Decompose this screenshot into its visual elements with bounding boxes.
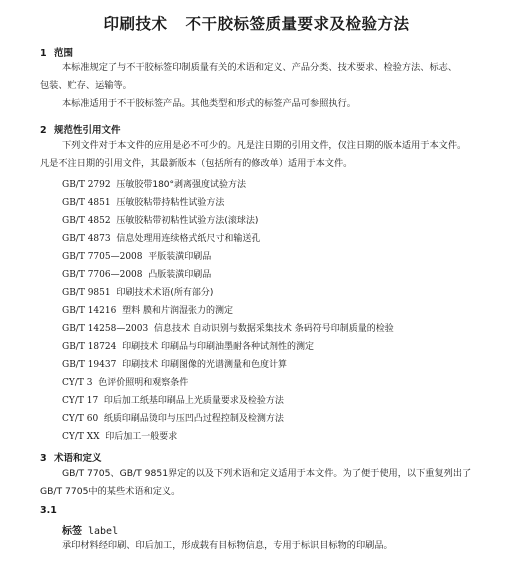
section-2-para-1a: 下列文件对于本文件的应用是必不可少的。凡是注日期的引用文件，仅注日期的版本适用于本文件。 bbox=[62, 140, 467, 151]
section-2-heading: 2 规范性引用文件 bbox=[40, 125, 121, 136]
reference-item: CY/T 60 纸质印刷品烫印与压凹凸过程控制及检测方法 bbox=[62, 414, 284, 424]
reference-item: GB/T 4852 压敏胶粘带初粘性试验方法(滚球法) bbox=[62, 216, 259, 226]
title-left: 印刷技术 bbox=[103, 15, 168, 33]
reference-item: CY/T XX 印后加工一般要求 bbox=[62, 432, 178, 442]
section-3-para-1b: GB/T 7705中的某些术语和定义。 bbox=[40, 486, 181, 497]
section-2-para-1b: 凡是不注日期的引用文件，其最新版本（包括所有的修改单）适用于本文件。 bbox=[40, 158, 353, 169]
reference-item: GB/T 4851 压敏胶粘带持粘性试验方法 bbox=[62, 198, 225, 208]
reference-item: CY/T 17 印后加工纸基印刷品上光质量要求及检验方法 bbox=[62, 396, 284, 406]
reference-item: GB/T 7705—2008 平版装潢印刷品 bbox=[62, 252, 212, 262]
reference-item: GB/T 18724 印刷技术 印刷品与印刷油墨耐各种试剂性的测定 bbox=[62, 342, 314, 352]
reference-item: GB/T 9851 印刷技术术语(所有部分) bbox=[62, 288, 214, 298]
term-definition: 承印材料经印刷、印后加工，形成载有目标物信息，专用于标识目标物的印刷品。 bbox=[62, 540, 393, 551]
subsection-3-1-number: 3.1 bbox=[40, 505, 57, 516]
section-1-para-1a: 本标准规定了与不干胶标签印制质量有关的术语和定义、产品分类、技术要求、检验方法、标志、 bbox=[62, 62, 458, 73]
document-title bbox=[0, 12, 513, 34]
reference-item: GB/T 19437 印刷技术 印刷图像的光谱测量和色度计算 bbox=[62, 360, 287, 370]
section-1-para-2: 本标准适用于不干胶标签产品。其他类型和形式的标签产品可参照执行。 bbox=[62, 98, 356, 109]
reference-item: GB/T 4873 信息处理用连续格式纸尺寸和输送孔 bbox=[62, 234, 261, 244]
reference-item: GB/T 14258—2003 信息技术 自动识别与数据采集技术 条码符号印制质量的检验 bbox=[62, 324, 394, 334]
section-3-heading: 3 术语和定义 bbox=[40, 453, 102, 464]
section-3-para-1a: GB/T 7705、GB/T 9851界定的以及下列术语和定义适用于本文件。为了便于使用，以下重复列出了 bbox=[62, 468, 472, 479]
term-heading: 标签 label bbox=[62, 526, 119, 537]
reference-item: GB/T 2792 压敏胶带180°剥离强度试验方法 bbox=[62, 180, 247, 190]
section-1-para-1b: 包装、贮存、运输等。 bbox=[40, 80, 132, 91]
section-1-heading: 1 范围 bbox=[40, 48, 74, 59]
reference-item: GB/T 14216 塑料 膜和片润湿张力的测定 bbox=[62, 306, 233, 316]
reference-item: GB/T 7706—2008 凸版装潢印刷品 bbox=[62, 270, 212, 280]
title-right: 不干胶标签质量要求及检验方法 bbox=[185, 15, 410, 33]
reference-item: CY/T 3 色评价照明和观察条件 bbox=[62, 378, 189, 388]
